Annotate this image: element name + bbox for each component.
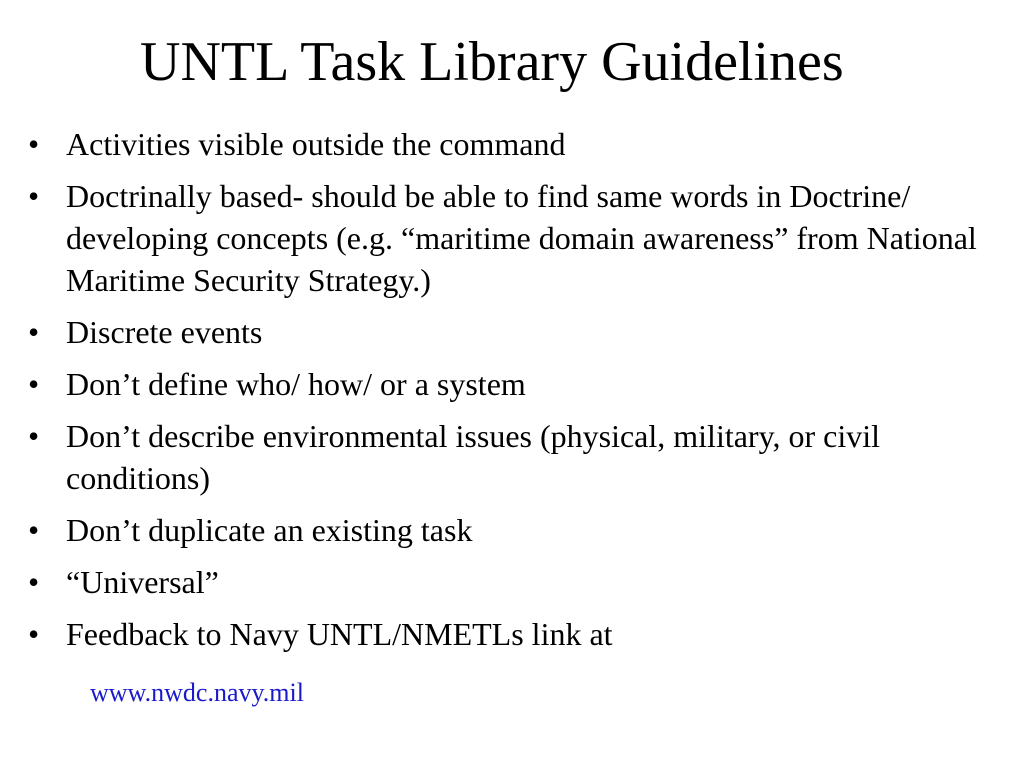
bullet-item: [28, 363, 988, 405]
bullet-item: [28, 561, 988, 603]
bullet-item: [28, 415, 988, 499]
bullet-marker: •: [28, 366, 40, 402]
bullet-item: [28, 613, 988, 655]
bullet-item: [28, 123, 988, 165]
bullet-marker: •: [28, 616, 40, 652]
bullet-marker: •: [28, 564, 40, 600]
bullet-text: Don’t duplicate an existing task: [66, 512, 473, 548]
bullet-marker: •: [28, 178, 40, 214]
bullet-marker: •: [28, 314, 40, 350]
bullet-text: “Universal”: [66, 564, 219, 600]
bullet-text: Feedback to Navy UNTL/NMETLs link at: [66, 616, 613, 652]
bullet-item: [28, 311, 988, 353]
bullet-item: [28, 175, 988, 301]
bullet-text: Discrete events: [66, 314, 263, 350]
bullet-item: [28, 509, 988, 551]
nwdc-link[interactable]: www.nwdc.navy.mil: [90, 678, 304, 707]
slide-title: UNTL Task Library Guidelines: [140, 31, 844, 93]
bullet-marker: •: [28, 418, 40, 454]
bullet-marker: •: [28, 126, 40, 162]
bullet-text: Activities visible outside the command: [66, 126, 566, 162]
bullet-marker: •: [28, 512, 40, 548]
bullet-text: Doctrinally based- should be able to find same words in Doctrine/ developing concepts (e.g. “maritime domain awareness” from National Maritime Security Strategy.): [66, 178, 977, 298]
bullet-text: Don’t describe environmental issues (physical, military, or civil conditions): [66, 418, 881, 496]
bullet-list: [28, 123, 988, 665]
bullet-text: Don’t define who/ how/ or a system: [66, 366, 526, 402]
